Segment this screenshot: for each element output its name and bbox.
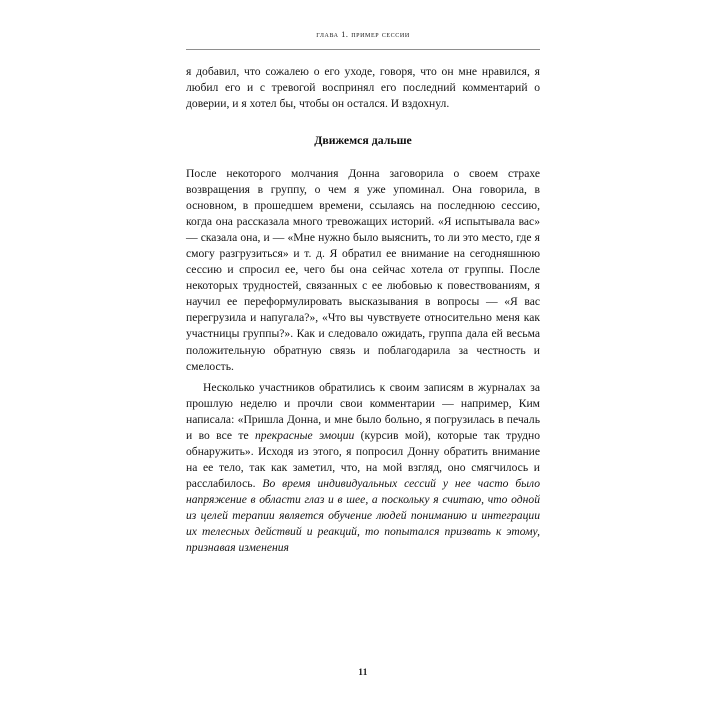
paragraph-text-segment-2: (курсив мой), которые так трудно обнаружить». Исходя из этого, я попросил Донну обратить внимание на ее тело, так как заметил, что, на мой взгляд, оно смягчилось и расслабилось. <box>186 428 540 490</box>
paragraph-text-segment-1: Несколько участников обратились к своим записям в журналах за прошлую неделю и прочли свои комментарии — например, Ким написала: «Пришла Донна, и мне было больно, я погрузилась в печаль и во все те <box>186 380 540 442</box>
running-head: глава 1. пример сессии <box>316 30 410 39</box>
paragraph-body-2 <box>186 380 540 557</box>
italic-phrase-sessions: Во время индивидуальных сессий у нее часто было напряжение в области глаз и в шее, а поскольку я считаю, что одной из целей терапии является обучение людей пониманию и интеграции их телесных действий и реакций, то попытался призвать к этому, признавая изменения <box>186 476 540 555</box>
italic-phrase-emotions: прекрасные эмоции <box>255 428 355 442</box>
paragraph-continuation: я добавил, что сожалею о его уходе, говоря, что он мне нравился, я любил его и с тревогой воспринял его последний комментарий о доверии, и я хотел бы, чтобы он остался. И вздохнул. <box>186 64 540 110</box>
body-text-block <box>186 64 540 556</box>
text-column <box>186 0 540 556</box>
header-divider-rule <box>186 49 540 50</box>
page-number: 11 <box>358 668 368 678</box>
section-heading: Движемся дальше <box>314 132 412 147</box>
section-heading-wrapper <box>186 132 540 148</box>
paragraph-body-1: После некоторого молчания Донна заговорила о своем страхе возвращения в группу, о чем я уже упоминал. Она говорила, в основном, в прошедшем времени, ссылаясь на последнюю сессию, когда она рассказала много тревожащих историй. «Я испытывала вас» — сказала она, и — «Мне нужно было выяснить, то ли это место, где я смогу разгрузиться» и т. д. Я обратил ее внимание на сегодняшнюю сессию и спросил ее, чего бы она сейчас хотела от группы. После некоторых трудностей, связанных с ее любовью к повествованиям, я научил ее переформулировать высказывания в вопросы — «Я вас перегрузила и напугала?», «Что вы чувствуете относительно меня как участницы группы?». Как и следовало ожидать, группа дала ей весьма положительную обратную связь и поблагодарила за честность и смелость. <box>186 166 540 373</box>
